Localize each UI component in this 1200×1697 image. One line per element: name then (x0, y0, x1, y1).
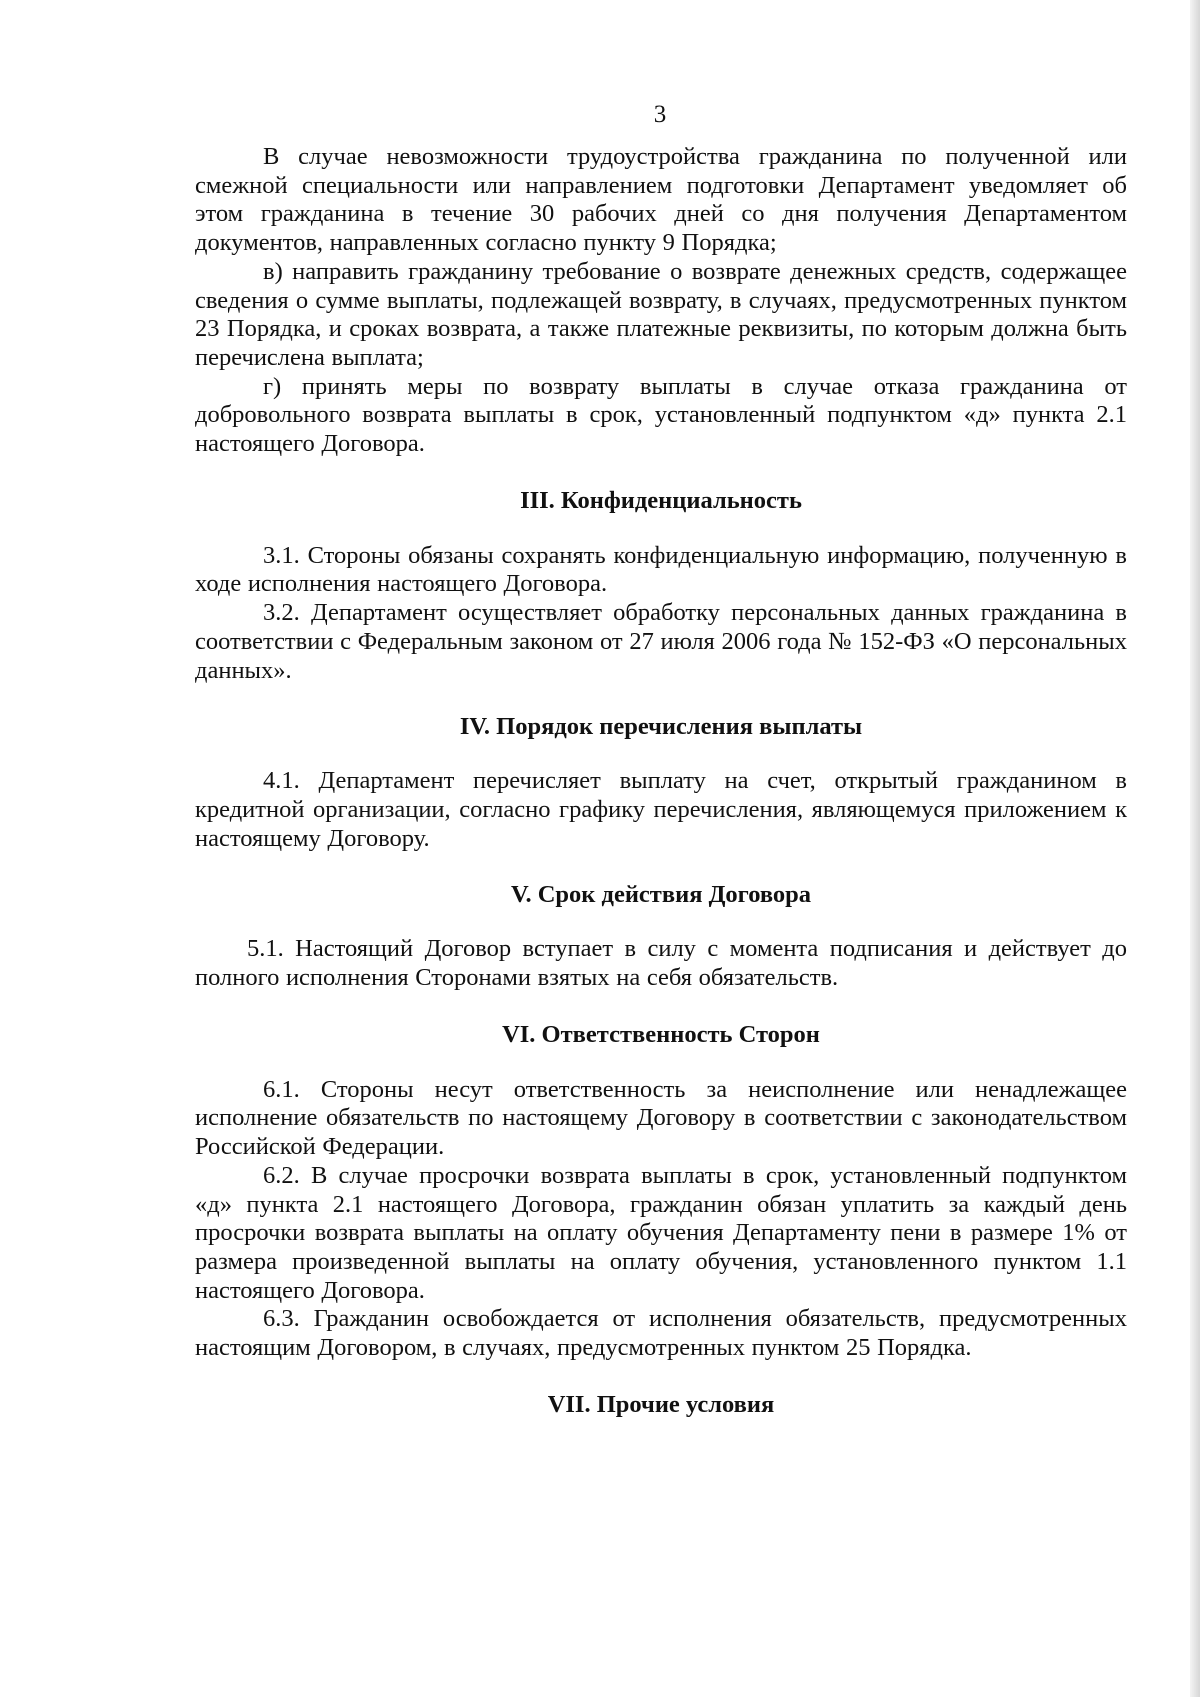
paragraph-6-1: 6.1. Стороны несут ответственность за неисполнение или ненадлежащее исполнение обязательств по настоящему Договору в соответствии с законодательством Российской Федерации. (195, 1075, 1127, 1161)
document-body (195, 143, 1127, 1419)
page-edge-shadow (1190, 0, 1200, 1697)
section-heading-liability: VI. Ответственность Сторон (502, 1020, 820, 1048)
page-number: 3 (653, 101, 667, 128)
paragraph-3-2: 3.2. Департамент осуществляет обработку персональных данных гражданина в соответствии с Федеральным законом от 27 июля 2006 года № 152-ФЗ «О персональных данных». (195, 599, 1127, 684)
paragraph-3-1: 3.1. Стороны обязаны сохранять конфиденциальную информацию, полученную в ходе исполнения настоящего Договора. (195, 541, 1127, 598)
section-heading-other-terms: VII. Прочие условия (547, 1390, 775, 1418)
paragraph-5-1: 5.1. Настоящий Договор вступает в силу с момента подписания и действует до полного исполнения Сторонами взятых на себя обязательств. (195, 935, 1127, 992)
paragraph-4-1: 4.1. Департамент перечисляет выплату на счет, открытый гражданином в кредитной организации, согласно графику перечисления, являющемуся приложением к настоящему Договору. (195, 767, 1127, 852)
paragraph-clause-v: в) направить гражданину требование о возврате денежных средств, содержащее сведения о сумме выплаты, подлежащей возврату, в случаях, предусмотренных пунктом 23 Порядка, и сроках возврата, а также платежные реквизиты, по которым должна быть перечислена выплата; (195, 257, 1127, 371)
paragraph-clause-g: г) принять меры по возврату выплаты в случае отказа гражданина от добровольного возврата выплаты в срок, установленный подпунктом «д» пункта 2.1 настоящего Договора. (195, 372, 1127, 458)
section-heading-contract-term: V. Срок действия Договора (510, 881, 812, 909)
paragraph-employment-notice: В случае невозможности трудоустройства гражданина по полученной или смежной специальности или направлением подготовки Департамент уведомляет об этом гражданина в течение 30 рабочих дней со дня получения Департаментом документов, направленных согласно пункту 9 Порядка; (195, 143, 1127, 257)
section-heading-payment-order: IV. Порядок перечисления выплаты (459, 713, 863, 741)
paragraph-6-2: 6.2. В случае просрочки возврата выплаты в срок, установленный подпунктом «д» пункта 2.1 настоящего Договора, гражданин обязан уплатить за каждый день просрочки возврата выплаты на оплату обучения Департаменту пени в размере 1% от размера произведенной выплаты на оплату обучения, установленного пунктом 1.1 настоящего Договора. (195, 1161, 1127, 1304)
section-heading-confidentiality: III. Конфиденциальность (520, 486, 802, 514)
paragraph-6-3: 6.3. Гражданин освобождается от исполнения обязательств, предусмотренных настоящим Договором, в случаях, предусмотренных пунктом 25 Порядка. (195, 1305, 1127, 1362)
